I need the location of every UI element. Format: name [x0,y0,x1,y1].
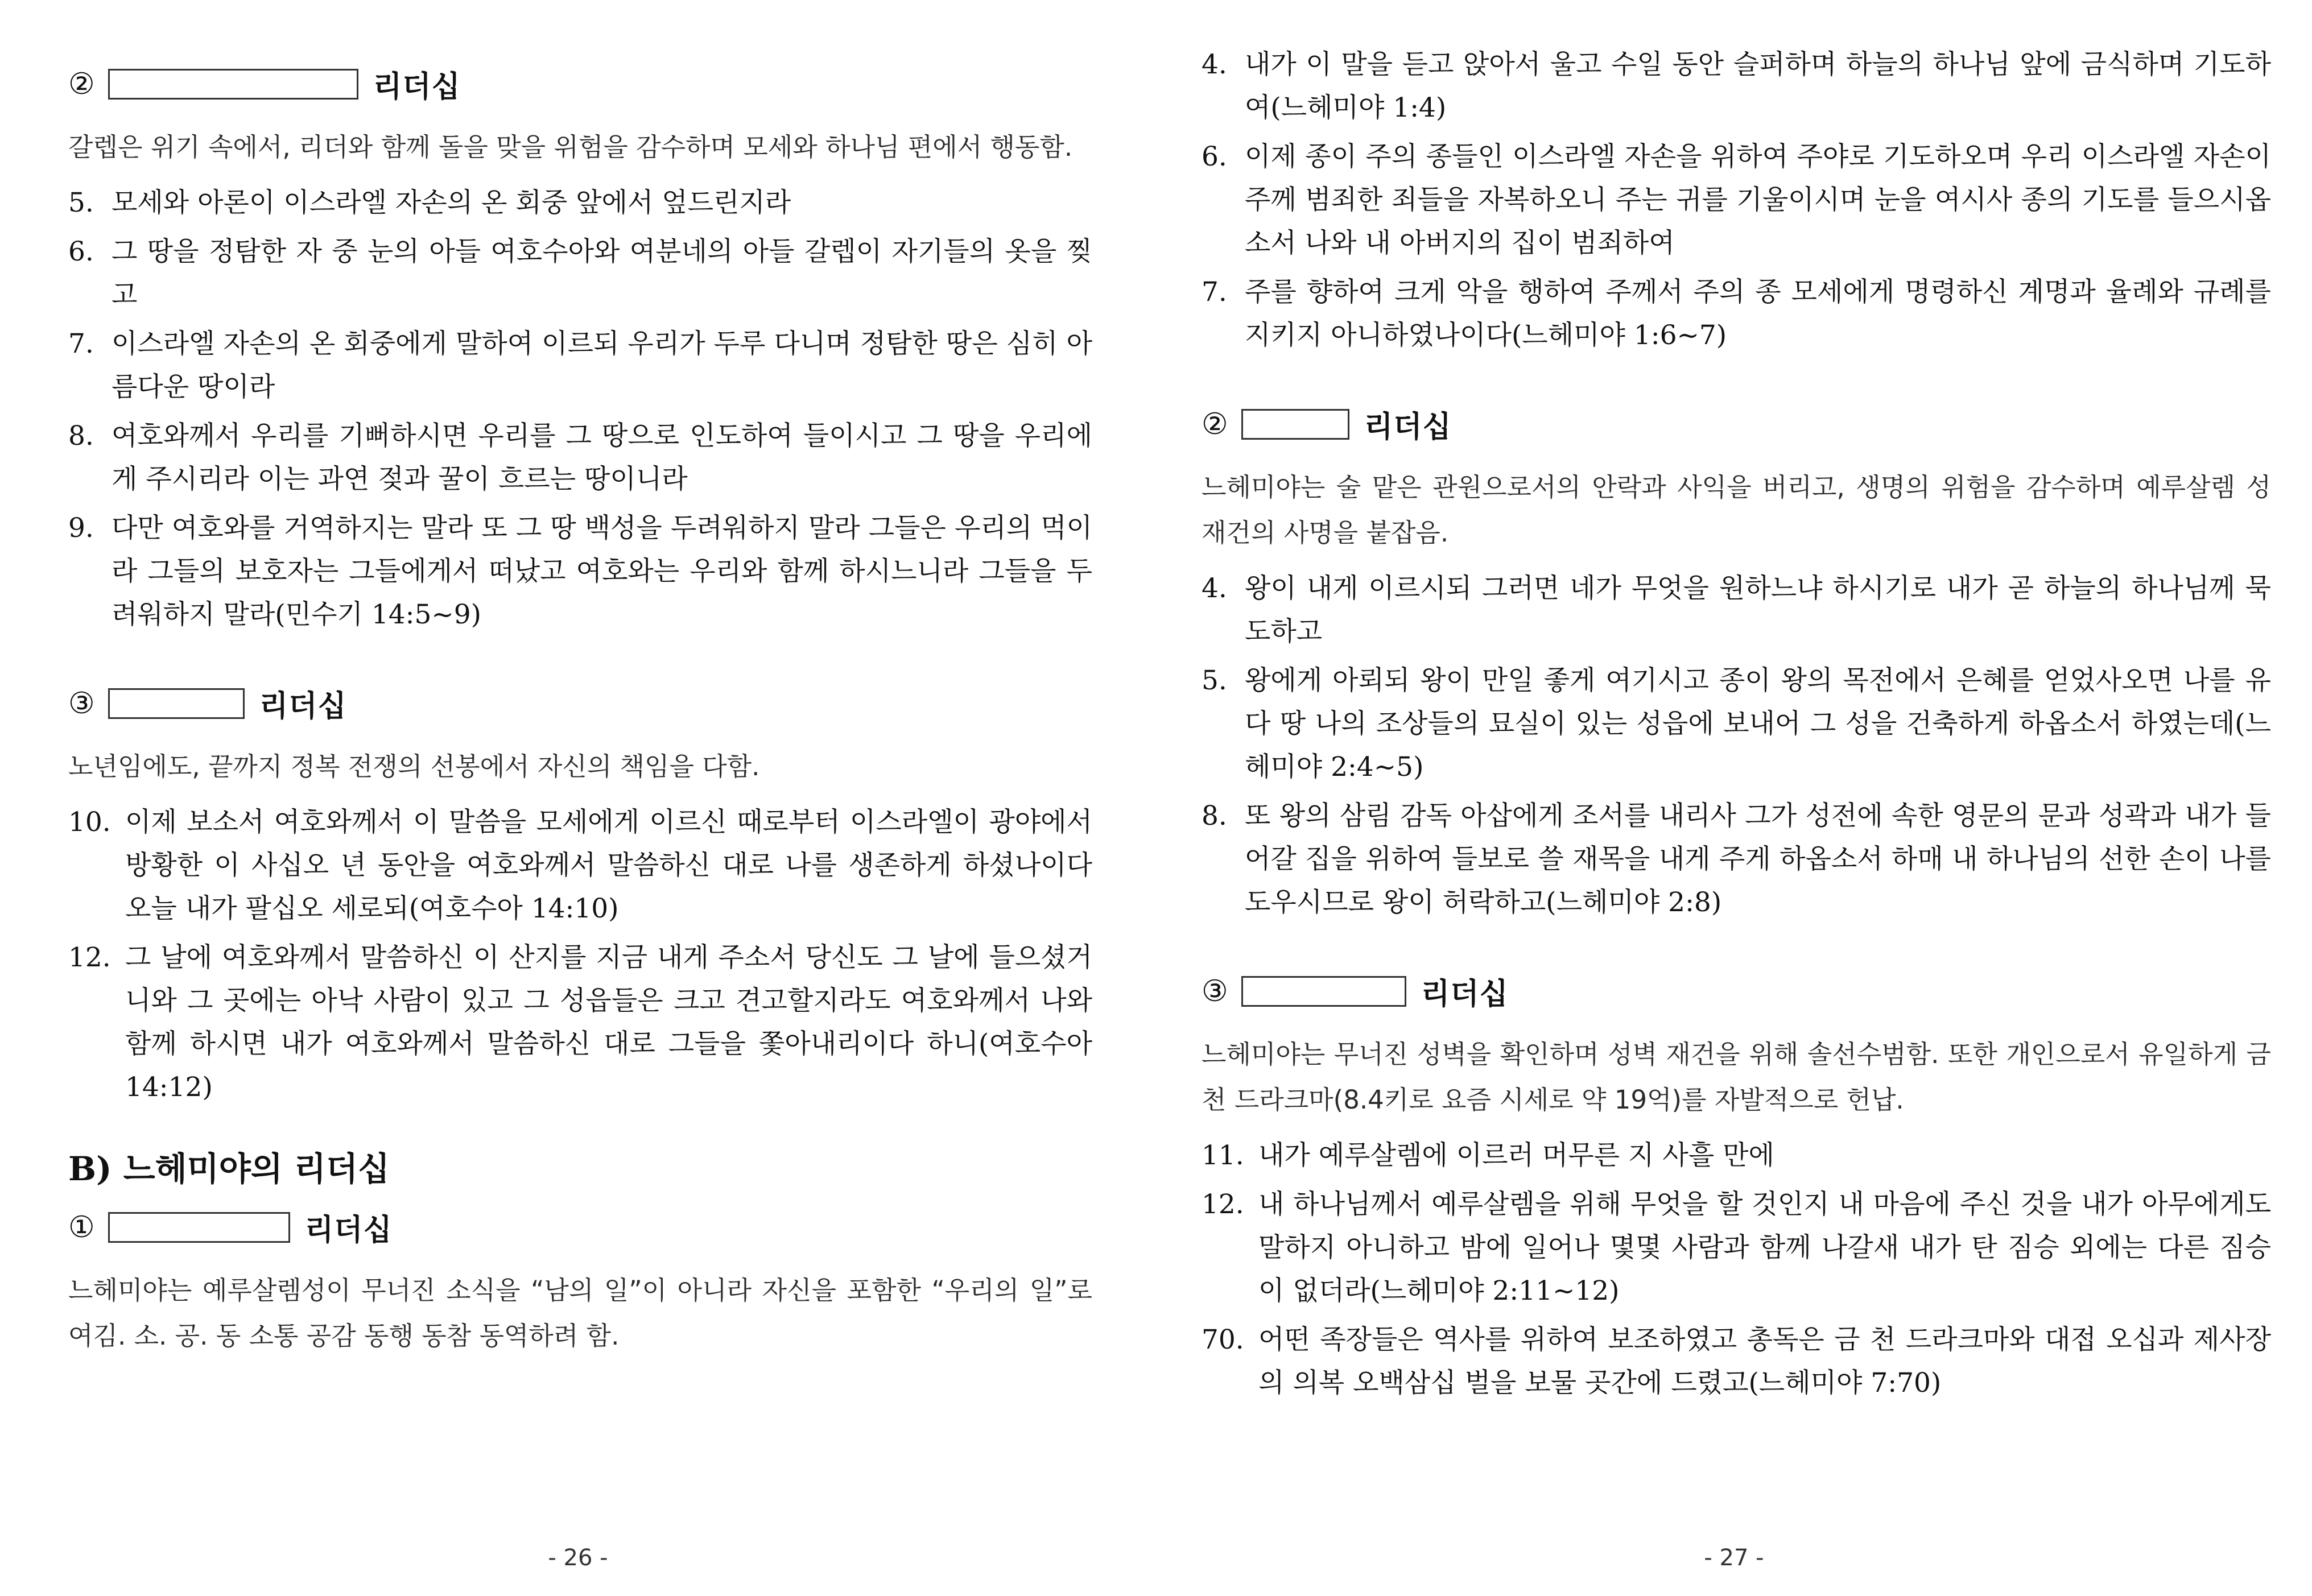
verse-number: 70. [1202,1324,1244,1355]
heading-label: 리더십 [373,70,461,104]
verse [1202,659,2271,789]
verse-text: 내가 예루살렘에 이르러 머무른 지 사흘 만에 [1258,1140,1774,1171]
verse [1202,1183,2271,1313]
verse-number: 5. [1202,665,1227,696]
verse [1202,795,2271,924]
blank-box [1241,409,1349,440]
verse-number: 4. [1202,49,1227,80]
heading-label: 리더십 [259,689,347,723]
verse-text: 또 왕의 삼림 감독 아삽에게 조서를 내리사 그가 성전에 속한 영문의 문과 성곽과 내가 들어갈 집을 위하여 들보로 쓸 재목을 내게 주게 하옵소서 하매 내 하나님의 선한 손이 나를 도우시므로 왕이 허락하고(느헤미야 2:8) [1245,800,2271,918]
page-number: - 27 - [1704,1545,1764,1571]
verse-text: 이스라엘 자손의 온 회중에게 말하여 이르되 우리가 두루 다니며 정탐한 땅은 심히 아름다운 땅이라 [112,328,1092,403]
description: 느헤미야는 술 맡은 관원으로서의 안락과 사익을 버리고, 생명의 위험을 감수하며 예루살렘 성 재건의 사명을 붙잡음. [1202,472,2271,548]
verse-list [68,181,1092,636]
heading-number: ② [1202,407,1228,441]
verse-number: 10. [68,807,111,838]
verse-list [68,801,1092,1109]
verse [1202,271,2271,357]
heading-caleb-3 [68,682,1092,725]
heading-number: ② [68,67,95,101]
verse-text: 내가 이 말을 듣고 앉아서 울고 수일 동안 슬퍼하며 하늘의 하나님 앞에 금식하며 기도하여(느헤미야 1:4) [1245,49,2271,123]
verse-text: 내 하나님께서 예루살렘을 위해 무엇을 할 것인지 내 마음에 주신 것을 내가 아무에게도 말하지 아니하고 밤에 일어나 몇몇 사람과 함께 나갈새 내가 탄 짐승 외에는 다른 짐승이 없더라(느헤미야 2:11~12) [1258,1189,2271,1306]
verse-number: 7. [1202,276,1227,308]
page-number: - 26 - [548,1545,608,1571]
verse-list [1202,1134,2271,1405]
verse-text: 이제 보소서 여호와께서 이 말씀을 모세에게 이르신 때로부터 이스라엘이 광야에서 방황한 이 사십오 년 동안을 여호와께서 말씀하신 대로 나를 생존하게 하셨나이다 오늘 내가 팔십오 세로되(여호수아 14:10) [125,807,1092,924]
verse-text: 그 땅을 정탐한 자 중 눈의 아들 여호수아와 여분네의 아들 갈렙이 자기들의 옷을 찢고 [112,236,1092,311]
verse [68,936,1092,1109]
verse [1202,135,2271,265]
blank-box [1241,976,1406,1007]
verse-number: 8. [68,420,94,452]
blank-box [108,69,358,100]
verse-number: 6. [68,236,94,267]
heading-nehemiah-3 [1202,970,2271,1012]
right-page [1156,0,2312,1596]
verse-text: 그 날에 여호와께서 말씀하신 이 산지를 지금 내게 주소서 당신도 그 날에 들으셨거니와 그 곳에는 아낙 사람이 있고 그 성읍들은 크고 견고할지라도 여호와께서 나와 함께 하시면 내가 여호와께서 말씀하신 대로 그들을 쫓아내리이다 하니(여호수아 14:12) [125,942,1092,1103]
verse-text: 왕에게 아뢰되 왕이 만일 좋게 여기시고 종이 왕의 목전에서 은혜를 얻었사오면 나를 유다 땅 나의 조상들의 묘실이 있는 성읍에 보내어 그 성을 건축하게 하옵소서 하였는데(느헤미야 2:4~5) [1245,665,2271,783]
heading-number: ① [68,1210,95,1244]
heading-number: ③ [1202,974,1228,1008]
heading-nehemiah-1 [68,1206,1092,1248]
verse [1202,1318,2271,1405]
verse-number: 5. [68,187,94,218]
verse-number: 8. [1202,800,1227,832]
verse [68,507,1092,636]
verse-list [1202,43,2271,357]
heading-caleb-2 [68,63,1092,105]
blank-box [108,1212,290,1243]
verse-number: 6. [1202,141,1227,172]
verse [68,801,1092,931]
verse-number: 4. [1202,573,1227,604]
description: 노년임에도, 끝까지 정복 전쟁의 선봉에서 자신의 책임을 다함. [68,751,760,782]
section-title: B) 느헤미야의 리더십 [68,1150,390,1188]
heading-label: 리더십 [305,1213,393,1247]
verse-number: 7. [68,328,94,359]
verse-text: 여호와께서 우리를 기뻐하시면 우리를 그 땅으로 인도하여 들이시고 그 땅을 우리에게 주시리라 이는 과연 젖과 꿀이 흐르는 땅이니라 [112,420,1092,495]
description: 느헤미야는 무너진 성벽을 확인하며 성벽 재건을 위해 솔선수범함. 또한 개인으로서 유일하게 금 천 드라크마(8.4키로 요즘 시세로 약 19억)를 자발적으로 헌납. [1202,1039,2271,1115]
verse-text: 다만 여호와를 거역하지는 말라 또 그 땅 백성을 두려워하지 말라 그들은 우리의 먹이라 그들의 보호자는 그들에게서 떠났고 여호와는 우리와 함께 하시느니라 그들을 두려워하지 말라(민수기 14:5~9) [112,512,1092,630]
verse-text: 어떤 족장들은 역사를 위하여 보조하였고 총독은 금 천 드라크마와 대접 오십과 제사장의 의복 오백삼십 벌을 보물 곳간에 드렸고(느헤미야 7:70) [1258,1324,2271,1399]
heading-label: 리더십 [1421,977,1509,1011]
heading-number: ③ [68,686,95,721]
verse-text: 주를 향하여 크게 악을 행하여 주께서 주의 종 모세에게 명령하신 계명과 율례와 규례를 지키지 아니하였나이다(느헤미야 1:6~7) [1245,276,2271,351]
verse [68,322,1092,409]
verse-text: 왕이 내게 이르시되 그러면 네가 무엇을 원하느냐 하시기로 내가 곧 하늘의 하나님께 묵도하고 [1245,573,2271,647]
verse-text: 이제 종이 주의 종들인 이스라엘 자손을 위하여 주야로 기도하오며 우리 이스라엘 자손이 주께 범죄한 죄들을 자복하오니 주는 귀를 기울이시며 눈을 여시사 종의 기도를 들으시옵소서 나와 내 아버지의 집이 범죄하여 [1245,141,2271,259]
blank-box [108,688,245,719]
verse [1202,43,2271,130]
verse-number: 11. [1202,1140,1244,1171]
heading-label: 리더십 [1364,410,1452,444]
verse-number: 9. [68,512,94,544]
verse [1202,1134,2271,1177]
verse-list [1202,567,2271,924]
verse-text: 모세와 아론이 이스라엘 자손의 온 회중 앞에서 엎드린지라 [112,187,791,218]
description: 갈렙은 위기 속에서, 리더와 함께 돌을 맞을 위험을 감수하며 모세와 하나님 편에서 행동함. [68,132,1073,162]
verse [68,230,1092,317]
heading-nehemiah-2 [1202,403,2271,445]
verse [1202,567,2271,654]
verse [68,181,1092,225]
verse-number: 12. [1202,1189,1244,1220]
verse [68,415,1092,501]
verse-number: 12. [68,942,111,973]
description: 느헤미야는 예루살렘성이 무너진 소식을 “남의 일”이 아니라 자신을 포함한 “우리의 일”로 여김. 소. 공. 동 소통 공감 동행 동참 동역하려 함. [68,1275,1092,1351]
